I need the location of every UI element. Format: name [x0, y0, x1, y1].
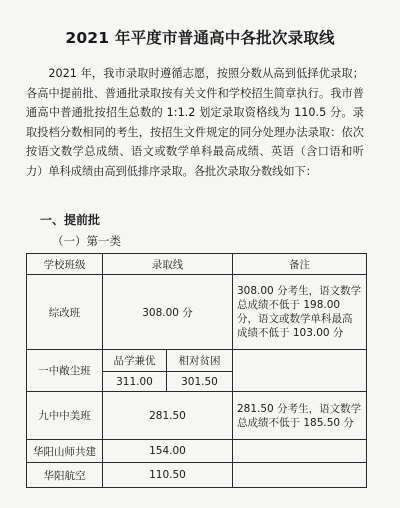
school-cell: 华阳航空 — [27, 463, 103, 488]
note-cell: 281.50 分考生，语文数学总成绩不低于 185.50 分 — [233, 392, 367, 440]
school-cell: 九中中美班 — [27, 392, 103, 440]
table-row — [27, 275, 367, 350]
header-note: 备注 — [233, 254, 367, 275]
table-row — [27, 440, 367, 463]
sub-value-cell: 301.50 — [167, 372, 233, 392]
score-cell: 154.00 — [103, 440, 233, 463]
score-cell: 281.50 — [103, 392, 233, 440]
school-cell: 一中敞尘班 — [27, 350, 103, 392]
intro-text: 2021 年，我市录取时遵循志愿，按照分数从高到低择优录取；各高中提前批、普通批录取按有关文件和学校招生简章执行。我市普通高中普通批按招生总数的 1:1.2 划定录取资格线为 110.5 分。录取投档分数相同的考生，按招生文件规定的同分处理办法录取：依次按语文数学总成绩、语文或数学单科最高成绩、英语（含口语和听力）单科成绩由高到低排序录取。各批次录取分数线如下： — [26, 67, 364, 178]
table-row — [27, 463, 367, 488]
header-score: 录取线 — [103, 254, 233, 275]
sub-label-cell: 相对贫困 — [167, 350, 233, 372]
header-school: 学校班级 — [27, 254, 103, 275]
table-header-row — [27, 254, 367, 275]
subsection-heading-first-category: （一）第一类 — [52, 234, 121, 248]
note-cell: 308.00 分考生，语文数学总成绩不低于 198.00 分，语文或数学单科最高成绩不低于 103.00 分 — [233, 275, 367, 350]
sub-label-cell: 品学兼优 — [103, 350, 167, 372]
school-cell: 综改班 — [27, 275, 103, 350]
note-cell — [233, 440, 367, 463]
intro-paragraph — [26, 64, 364, 181]
sub-value-cell: 311.00 — [103, 372, 167, 392]
note-cell — [233, 463, 367, 488]
admission-table — [26, 253, 367, 488]
note-cell — [233, 350, 367, 392]
page-title: 2021 年平度市普通高中各批次录取线 — [65, 29, 335, 47]
score-cell: 110.50 — [103, 463, 233, 488]
table-row — [27, 392, 367, 440]
table-row — [27, 350, 367, 372]
section-heading-advance-batch: 一、提前批 — [40, 213, 101, 227]
score-cell: 308.00 分 — [103, 275, 233, 350]
school-cell: 华阳山师共建 — [27, 440, 103, 463]
